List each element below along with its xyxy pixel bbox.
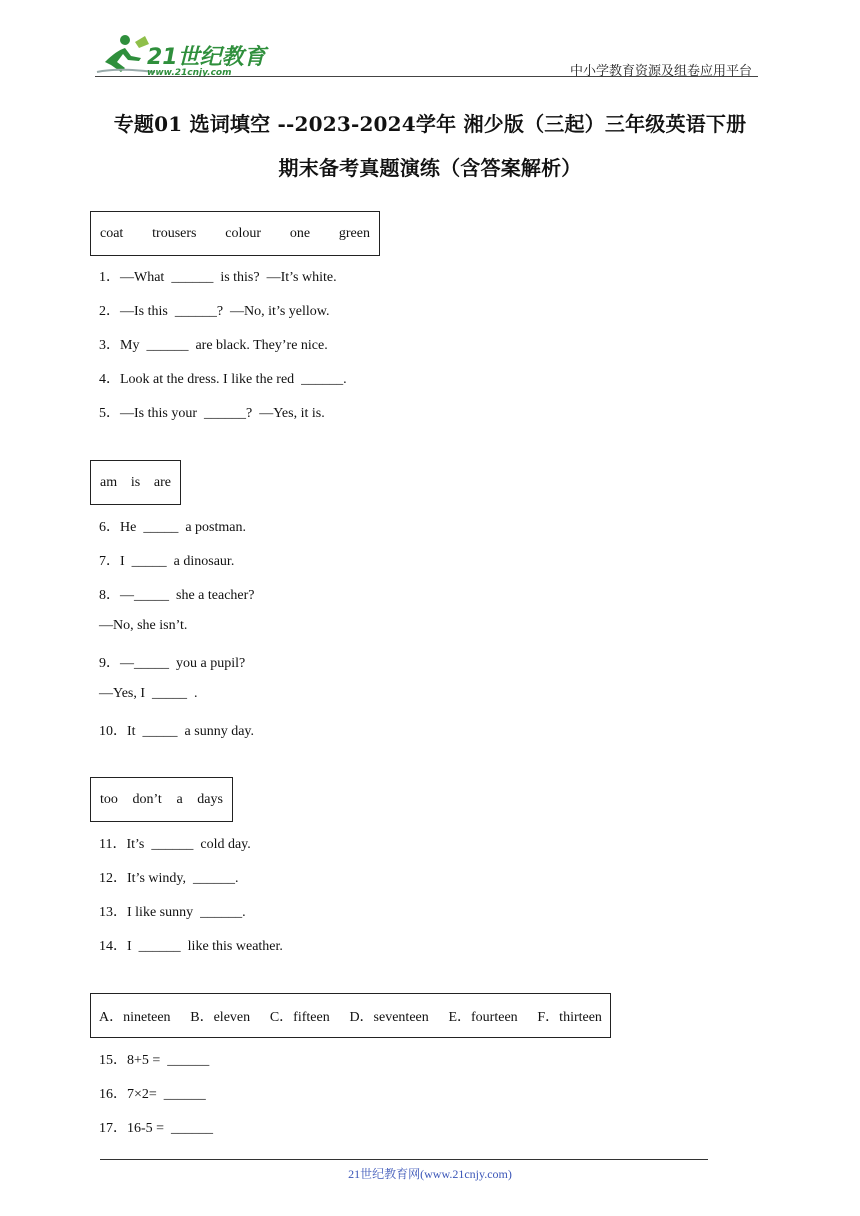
word-option: is — [130, 474, 141, 490]
question-line: 1．—What ______ is this? —It’s white. — [99, 270, 337, 285]
word-option: green — [338, 225, 370, 241]
word-option: F．thirteen — [537, 1009, 602, 1025]
word-option: colour — [225, 225, 262, 241]
word-option: don’t — [132, 791, 162, 807]
question-line: 2．—Is this ______? —No, it’s yellow. — [99, 304, 330, 319]
question-line: 5．—Is this your ______? —Yes, it is. — [99, 406, 325, 421]
question-line: 7．I _____ a dinosaur. — [99, 554, 235, 569]
word-option: one — [289, 225, 311, 241]
word-box-4 — [90, 993, 611, 1038]
logo-url: www.21cnjy.com — [147, 68, 232, 78]
question-line: 8．—_____ she a teacher? — [99, 588, 255, 603]
word-option: coat — [100, 225, 124, 241]
word-option: days — [197, 791, 223, 807]
question-line: 9．—_____ you a pupil? — [99, 656, 246, 671]
logo-text: 21世纪教育 — [147, 45, 266, 70]
word-option: C．fifteen — [269, 1009, 330, 1025]
question-line: 4．Look at the dress. I like the red ______. — [99, 372, 347, 387]
question-line: 12．It’s windy, ______. — [99, 871, 239, 886]
question-line: 16．7×2= ______ — [99, 1087, 206, 1102]
word-option: E．fourteen — [448, 1009, 518, 1025]
question-line: 14．I ______ like this weather. — [99, 939, 283, 954]
question-line: 11．It’s ______ cold day. — [99, 837, 251, 852]
word-option: A．nineteen — [99, 1009, 171, 1025]
question-line: 6．He _____ a postman. — [99, 520, 246, 535]
word-box-1 — [90, 211, 380, 256]
question-line: 15．8+5 = ______ — [99, 1053, 210, 1068]
word-option: a — [176, 791, 183, 807]
page-header — [95, 32, 758, 78]
page-title-line1: 专题01 选词填空 --2023-2024学年 湘少版（三起）三年级英语下册 — [113, 112, 747, 136]
word-option: are — [153, 474, 171, 490]
question-line: 10．It _____ a sunny day. — [99, 724, 255, 739]
page-title-line2: 期末备考真题演练（含答案解析） — [278, 156, 582, 180]
footer-divider — [100, 1159, 708, 1160]
question-line: 13．I like sunny ______. — [99, 905, 246, 920]
word-option: too — [100, 791, 118, 807]
word-option: trousers — [152, 225, 197, 241]
word-box-3 — [90, 777, 233, 822]
question-line: 17．16-5 = ______ — [99, 1121, 214, 1136]
header-divider — [95, 76, 758, 77]
question-line: 3．My ______ are black. They’re nice. — [99, 338, 328, 353]
header-platform-text: 中小学教育资源及组卷应用平台 — [569, 63, 752, 78]
logo — [95, 32, 270, 78]
answer-line: —Yes, I _____ . — [99, 686, 198, 701]
answer-line: —No, she isn’t. — [99, 618, 188, 633]
word-box-2 — [90, 460, 181, 505]
word-option: D．seventeen — [349, 1009, 429, 1025]
footer-link[interactable]: 21世纪教育网(www.21cnjy.com) — [348, 1167, 512, 1181]
word-option: B．eleven — [190, 1009, 251, 1025]
word-option: am — [100, 474, 118, 490]
